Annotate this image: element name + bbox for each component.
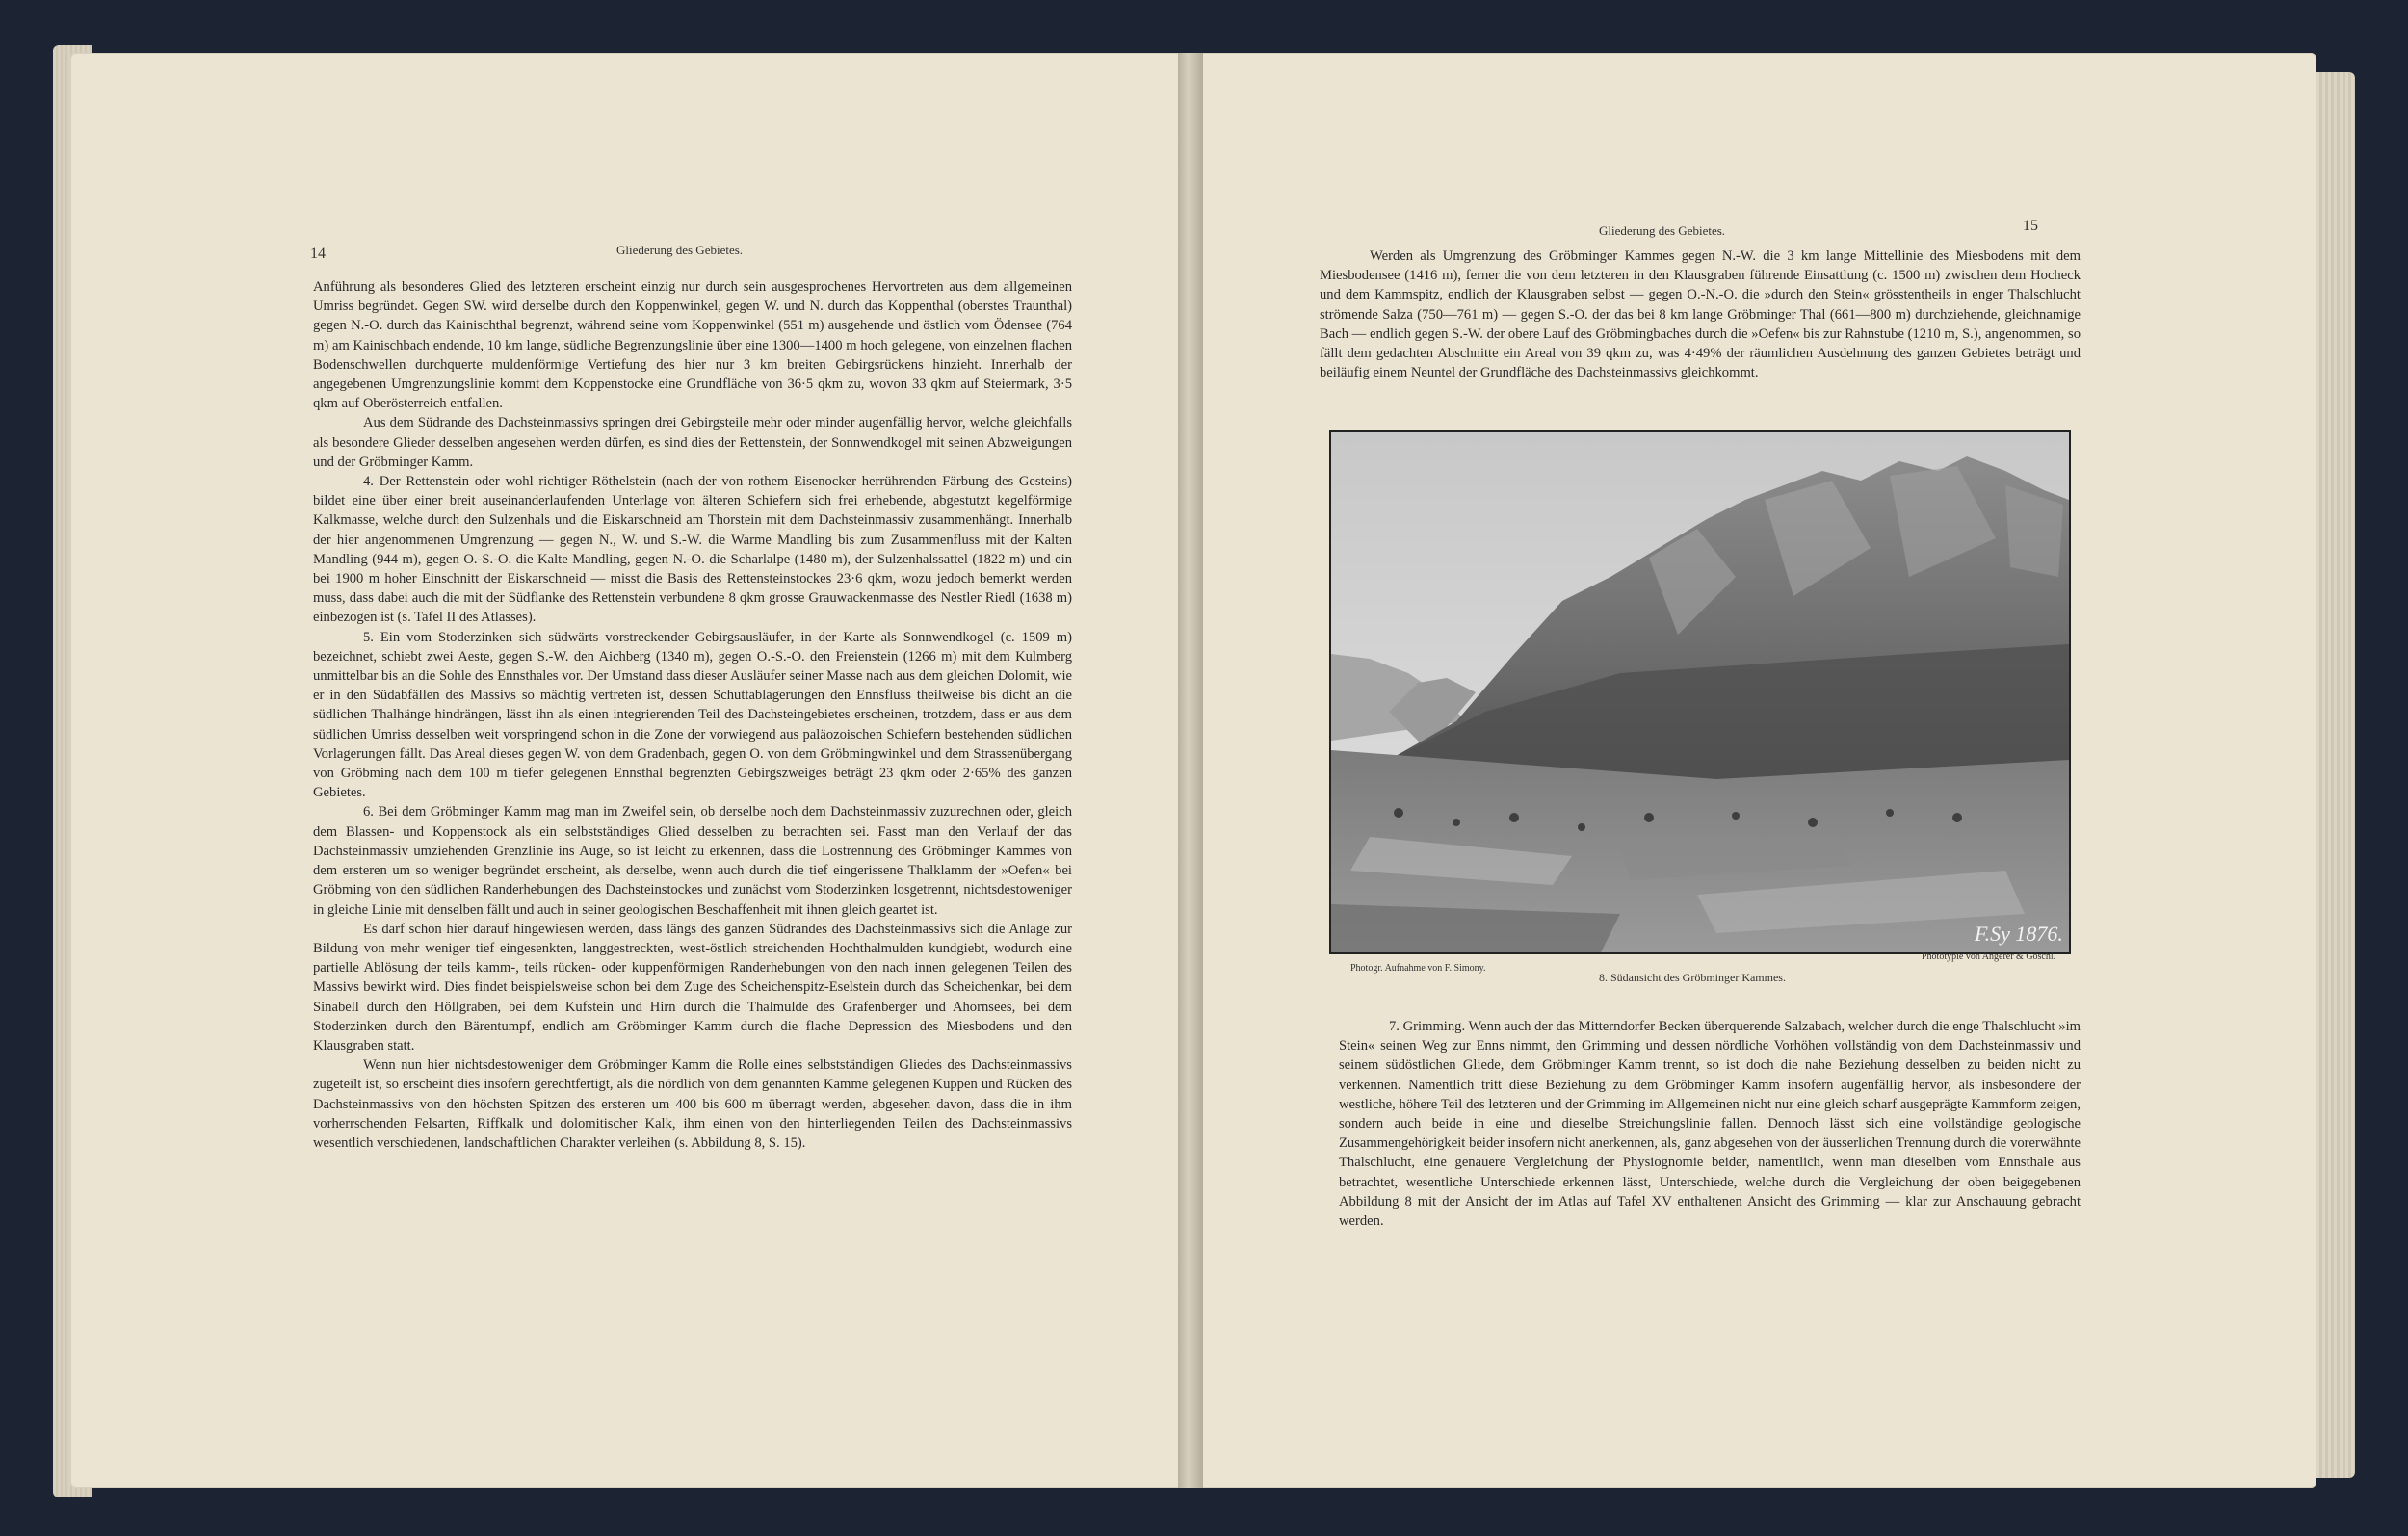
book-gutter (1178, 53, 1203, 1488)
page-number-right: 15 (2023, 218, 2038, 234)
right-page-bottom-text (1339, 1017, 2081, 1231)
mountain-photograph (1329, 430, 2071, 954)
paragraph: Anführung als besonderes Glied des letzteren erscheint einzig nur durch sein ausgesprochenes Hervortreten aus dem allgemeinen Umriss begründet. Gegen SW. wird derselbe durch den Koppenwinkel, gegen W. und N. durch das Koppenthal (oberstes Traunthal) gegen N.-O. durch das Kainischthal begrenzt, während seine vom Koppenwinkel (551 m) ausgehende und östlich vom Ödensee (764 m) am Kainischbach endende, 10 km lange, südliche Begrenzungslinie über eine 1300—1400 m hoch gelegene, von einzelnen flachen Bodenschwellen durchquerte muldenförmige Vertiefung des hier nur 3 km breiten Gebirgsrückens hinzieht. Innerhalb der angegebenen Umgrenzungslinie kommt dem Koppenstocke eine Grundfläche von 36·5 qkm zu, wovon 33 qkm auf Steiermark, 3·5 qkm auf Oberösterreich entfallen. (313, 279, 1072, 412)
photo-credit-right: Phototypie von Angerer & Göschl. (1922, 951, 2056, 962)
paragraph: Es darf schon hier darauf hingewiesen werden, dass längs des ganzen Südrandes des Dachsteinmassivs sich die Anlage zur Bildung von mehr weniger tief eingesenkten, langgestreckten, west-östlich streichenden Hochthalmulden kundgiebt, wodurch eine partielle Ablösung der teils kamm-, teils rücken- oder kuppenförmigen Randerhebungen von den nach innen gelegenen Teilen des Massivs bewirkt wird. Dies findet beispielsweise schon bei dem Zuge des Scheichenspitz-Eselstein durch das Scheichenkar, bei dem Sinabell durch den Höllgraben, bei dem Kufstein und Hirn durch die Thalmulde des Grafenberger und Ahornsees, bei dem Stoderzinken durch den Bärentumpf, endlich am Gröbminger Kamm durch die flache Depression des Miesbodens und den Klausgraben statt. (313, 921, 1072, 1054)
paragraph: Werden als Umgrenzung des Gröbminger Kammes gegen N.-W. die 3 km lange Mittellinie des Miesbodens mit dem Miesbodensee (1416 m), ferner die von dem letzteren in den Klausgraben führende Einsattlung (c. 1500 m) zwischen dem Hocheck und dem Kammspitz, endlich der Klausgraben selbst — gegen O.-N.-O. die »durch den Stein« grösstentheils in enger Thalschlucht strömende Salza (750—761 m) — gegen S.-O. der das bei 8 km lange Gröbminger Thal (661—800 m) durchziehende, gleichnamige Bach — endlich gegen S.-W. der obere Lauf des Gröbmingbaches durch die »Oefen« bis zur Rahnstube (1210 m, S.), angenommen, so fällt dem gedachten Abschnitte ein Areal von 39 qkm zu, was 4·49% der räumlichen Ausdehnung des ganzen Gebietes beträgt und beiläufig einem Neuntel der Grundfläche des Dachsteinmassivs gleichkommt. (1320, 248, 2081, 381)
photo-caption: 8. Südansicht des Gröbminger Kammes. (1599, 971, 1786, 984)
left-page-body (313, 277, 1072, 1153)
right-page-top-text (1320, 247, 2081, 382)
running-head-left: Gliederung des Gebietes. (616, 243, 744, 257)
paragraph: 7. Grimming. Wenn auch der das Mitterndorfer Becken überquerende Salzabach, welcher durch die enge Thalschlucht »im Stein« seinen Weg zur Enns nimmt, den Grimming und dessen nördliche Vorhöhen vollständig von dem Dachsteinmassiv und seinem südöstlichen Gliede, dem Gröbminger Kamm trennt, so ist doch die nahe Beziehung desselben zu beiden nicht zu verkennen. Namentlich tritt diese Beziehung zu dem Gröbminger Kamm insofern augenfällig hervor, als insbesondere der westliche, höhere Teil des letzteren und der Grimming im Allgemeinen nicht nur eine gleich scharf ausgeprägte Kammform zeigen, sondern auch beide in eine und dieselbe Streichungslinie fallen. Dennoch lässt sich eine vollständige geologische Zusammengehörigkeit beider insofern nicht anerkennen, als, ganz abgesehen von der äusserlichen Trennung durch die vorerwähnte Thalschlucht, eine genauere Vergleichung der Physiognomie beider, namentlich, wenn man dieselben vom Ennsthale aus betrachtet, wesentliche Unterschiede erkennen lässt, Unterschiede, welche durch die Vergleichung der oben beigegebenen Abbildung 8 mit der Ansicht der im Atlas auf Tafel XV enthaltenen Ansicht des Grimming — klar zur Anschauung gebracht werden. (1339, 1019, 2081, 1230)
paragraph: Aus dem Südrande des Dachsteinmassivs springen drei Gebirgsteile mehr oder minder augenfällig hervor, welche gleichfalls als besondere Glieder desselben angesehen werden dürfen, es sind dies der Rettenstein, der Sonnwendkogel mit seinen Abzweigungen und der Gröbminger Kamm. (313, 415, 1072, 470)
paragraph: 4. Der Rettenstein oder wohl richtiger Röthelstein (nach der von rothem Eisenocker herrührenden Färbung des Gesteins) bildet eine über einer breit auseinanderlaufenden Unterlage von älteren Schiefern sich frei erhebende, abgestutzt kegelförmige Kalkmasse, welche durch den Sulzenhals und die Eiskarschneid am Thorstein mit dem Dachsteinmassiv zusammenhängt. Innerhalb der hier angenommenen Umgrenzung — gegen N., W. und S.-W. die Warme Mandling bis zum Zusammenfluss mit der Kalten Mandling (944 m), gegen O.-S.-O. die Kalte Mandling, gegen N.-O. die Scharlalpe (1480 m), der Sulzenhalssattel (1822 m) und ein bei 1900 m hoher Einschnitt der Eiskarschneid — misst die Basis des Rettensteinstockes 23·6 qkm, wozu jedoch bemerkt werden muss, dass dabei auch die mit der Südflanke des Rettenstein verbundene 8 qkm grosse Grauwackenmasse des Nestler Riedl (1638 m) einbezogen ist (s. Tafel II des Atlasses). (313, 474, 1072, 626)
photo-credit-left: Photogr. Aufnahme von F. Simony. (1350, 963, 1486, 974)
photo-signature: F.Sy 1876. (1975, 922, 2063, 946)
paragraph: 6. Bei dem Gröbminger Kamm mag man im Zweifel sein, ob derselbe noch dem Dachsteinmassiv zuzurechnen oder, gleich dem Blassen- und Koppenstock als ein selbstständiges Glied desselben zu betrachten sei. Fasst man den Verlauf der das Dachsteinmassiv umziehenden Grenzlinie ins Auge, so ist leicht zu erkennen, dass die Lostrennung des Gröbminger Kammes von dem ersteren um so weniger begründet erscheint, als derselbe, wenn auch durch die tief eingerissene Thalklamm der »Oefen« bei Gröbming von den südlichen Randerhebungen des Dachsteinstockes und zunächst vom Stoderzinken losgetrennt, nichtsdestoweniger in gleiche Linie mit denselben fällt und auch in seiner geologischen Beschaffenheit mit ihnen gleich geartet ist. (313, 804, 1072, 918)
paragraph: 5. Ein vom Stoderzinken sich südwärts vorstreckender Gebirgsausläufer, in der Karte als Sonnwendkogel (c. 1509 m) bezeichnet, schiebt zwei Aeste, gegen S.-W. den Aichberg (1340 m), gegen O.-S.-O. den Freienstein (1266 m) mit dem Kulmberg unmittelbar bis an die Sohle des Ennsthales vor. Der Umstand dass dieser Ausläufer seiner Masse nach aus dem gleichen Dolomit, wie er in den Südabfällen des Massivs so mächtig vertreten ist, dessen Schuttablagerungen den Ennsfluss theilweise bis dicht an die südlichen Thalhänge hindrängen, lässt ihn als einen integrierenden Teil des Dachsteingebietes erscheinen, trotzdem, dass er aus dem südlichen Umriss desselben weit vorspringend schon in die Zone der vorwiegend aus paläozoischen Schiefern bestehenden südlichen Vorlagerungen fällt. Das Areal dieses gegen W. von dem Gradenbach, gegen O. von dem Gröbmingwinkel und dem Strassenübergang von Gröbming nach dem 100 m tiefer gelegenen Ennsthal begrenzten Gebirgszweiges beträgt 23 qkm oder 2·65% des ganzen Gebietes. (313, 629, 1072, 801)
paragraph: Wenn nun hier nichtsdestoweniger dem Gröbminger Kamm die Rolle eines selbstständigen Gliedes des Dachsteinmassivs zugeteilt ist, so erscheint dies insofern gerechtfertigt, als die nördlich von dem genannten Kamme gelegenen Kuppen und Rücken des Dachsteinmassivs von den höchsten Spitzen des ersteren um 400 bis 600 m überragt werden, abgesehen davon, dass die in ihm vorherrschenden Felsarten, Riffkalk und dolomitischer Kalk, ihm einen von den hinterliegenden Teilen des Dachsteinmassivs wesentlich verschiedenen, landschaftlichen Charakter verleihen (s. Abbildung 8, S. 15). (313, 1057, 1072, 1151)
mountain-landscape-illustration (1331, 432, 2069, 952)
page-number-left: 14 (310, 246, 326, 262)
running-head-right: Gliederung des Gebietes. (1599, 223, 1726, 238)
